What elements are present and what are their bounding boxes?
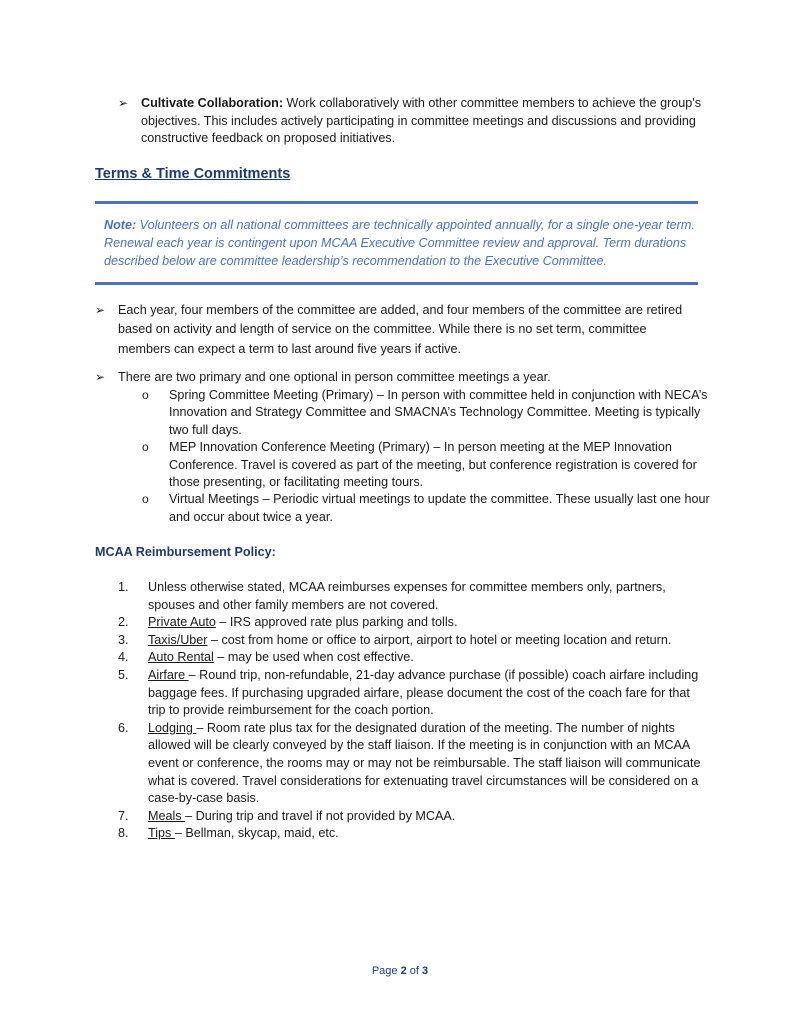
footer-total-pages: 3 [422,965,429,977]
note-top-rule [95,201,698,204]
policy-term: Auto Rental [148,650,214,665]
policy-number: 8. [118,826,129,841]
policy-term: Airfare [148,667,189,682]
note-bottom-rule [95,282,698,285]
policy-text: – IRS approved rate plus parking and tolls. [215,615,458,630]
arrow-bullet-icon: ➢ [118,96,129,110]
footer-prefix: Page [371,965,401,977]
policy-text: – cost from home or office to airport, airport to hotel or meeting location and return. [207,632,672,647]
policy-term: Private Auto [148,615,216,630]
bullet-label: Cultivate Collaboration: [141,96,284,110]
policy-item [118,632,708,650]
meeting-item [142,439,712,491]
circle-bullet-icon: o [142,388,149,402]
policy-item [118,614,708,632]
bullet-body: There are two primary and one optional in person committee meetings a year. [118,370,551,384]
page-number-footer [0,965,800,977]
policy-term: Taxis/Uber [148,632,208,647]
circle-bullet-icon: o [142,492,149,507]
policy-item [118,649,708,667]
policy-item [118,720,708,808]
meeting-item [142,491,712,526]
policy-item [118,808,708,826]
policy-list [118,579,708,843]
footer-current-page: 2 [400,965,407,977]
meeting-item [142,387,712,439]
policy-number: 4. [118,650,129,665]
meeting-text: MEP Innovation Conference Meeting (Primary) – In person meeting at the MEP Innovation Conference. Travel is covered as part of the meeting, but conference registration is covered for those presenting, or facilitating meeting tours. [169,440,697,490]
meeting-text: Virtual Meetings – Periodic virtual meetings to update the committee. These usually last one hour and occur about twice a year. [169,492,710,524]
footer-middle: of [406,965,423,977]
policy-text: – Bellman, skycap, maid, etc. [174,826,339,841]
policy-item [118,667,708,720]
policy-text: – During trip and travel if not provided by MCAA. [185,808,456,823]
note-label: Note: [104,218,137,232]
policy-number: 1. [118,580,129,594]
arrow-bullet-icon: ➢ [95,303,106,317]
policy-term: Meals [148,808,186,823]
policy-term: Lodging [148,720,197,735]
policy-heading: MCAA Reimbursement Policy: [95,545,276,559]
cultivate-collaboration-bullet [118,95,708,148]
policy-text: Unless otherwise stated, MCAA reimburses expenses for committee members only, partners, spouses and other family members are not covered. [148,580,666,612]
circle-bullet-icon: o [142,440,149,455]
policy-text: – Round trip, non-refundable, 21-day advance purchase (if possible) coach airfare including baggage fees. If purchasing upgraded airfare, please document the cost of the coach fare for that trip to provide reimbursement for the coach portion. [148,667,699,718]
policy-number: 2. [118,615,129,630]
bullet-body [141,95,708,148]
note-text: Volunteers on all national committees are technically appointed annually, for a single one-year term. Renewal each year is contingent upon MCAA Executive Committee review and approval. Term durations described below are committee leadership’s recommendation to the Executive Committee. [104,218,695,269]
policy-number: 7. [118,808,129,823]
policy-number: 6. [118,720,129,735]
terms-bullet [95,301,695,359]
policy-text: – Room rate plus tax for the designated duration of the meeting. The number of nights allowed will be clearly conveyed by the staff liaison. If the meeting is in conjunction with an MCAA event or conference, the rooms may or may not be reimbursable. The staff liaison will communicate what is covered. Travel considerations for extenuating travel circumstances will be considered on a case-by-case basis. [148,720,701,806]
terms-bullet [95,369,710,386]
terms-note [104,216,700,271]
policy-number: 5. [118,667,129,682]
meeting-text: Spring Committee Meeting (Primary) – In person with committee held in conjunction with NECA’s Innovation and Strategy Committee and SMACNA’s Technology Committee. Meeting is typically two full days. [169,388,708,437]
policy-term: Tips [148,826,175,841]
policy-item [118,825,708,843]
policy-item [118,579,708,614]
policy-number: 3. [118,632,129,647]
bullet-body: Each year, four members of the committee are added, and four members of the committee are retired based on activity and length of service on the committee. While there is no set term, committee members can expect a term to last around five years if active. [118,303,683,356]
arrow-bullet-icon: ➢ [95,370,106,384]
policy-text: – may be used when cost effective. [213,650,414,665]
terms-heading: Terms & Time Commitments [95,166,291,182]
bullet-text: Work collaboratively with other committee members to achieve the group's objectives. This includes actively participating in committee meetings and discussions and providing constructive feedback on proposed initiatives. [141,96,701,146]
meeting-list [142,387,712,526]
